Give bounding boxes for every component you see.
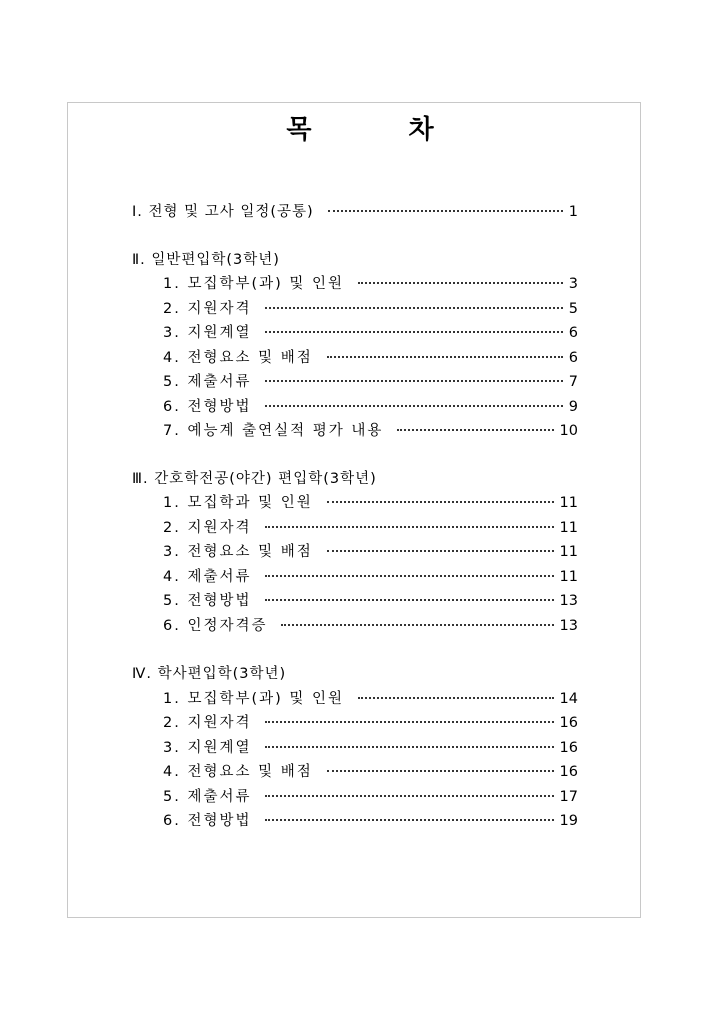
dot-leader	[327, 550, 554, 552]
page-number: 11	[559, 519, 578, 536]
dot-leader	[358, 697, 554, 699]
page-number: 13	[559, 593, 578, 609]
toc-item-label: 1. 모집학부(과) 및 인원	[163, 276, 345, 292]
toc-item[interactable]	[132, 370, 578, 395]
dot-leader	[265, 819, 553, 821]
toc-heading-row[interactable]	[132, 200, 578, 225]
toc-item[interactable]	[132, 760, 578, 785]
page-number: 5	[568, 300, 578, 317]
toc-item[interactable]	[132, 419, 578, 444]
page-number: 14	[559, 690, 578, 707]
toc-section-1	[132, 200, 578, 225]
dot-leader	[265, 526, 553, 528]
toc-heading: Ⅱ. 일반편입학(3학년)	[132, 251, 280, 268]
toc-heading: Ⅲ. 간호학전공(야간) 편입학(3학년)	[132, 470, 377, 487]
page-number: 6	[568, 325, 578, 341]
dot-leader	[265, 575, 553, 577]
toc-item-label: 1. 모집학부(과) 및 인원	[163, 690, 345, 707]
dot-leader	[358, 282, 563, 284]
toc-heading-row	[132, 248, 578, 273]
toc-item-label: 7. 예능계 출연실적 평가 내용	[163, 423, 384, 439]
toc-item[interactable]	[132, 589, 578, 614]
toc-item-label: 5. 제출서류	[163, 788, 252, 805]
toc-section-3	[132, 467, 578, 639]
dot-leader	[265, 307, 562, 309]
dot-leader	[265, 795, 553, 797]
toc-item[interactable]	[132, 809, 578, 834]
toc-item-label: 4. 전형요소 및 배점	[163, 764, 313, 780]
toc-heading-row	[132, 467, 578, 492]
toc-item-label: 3. 지원계열	[163, 325, 252, 341]
page-number: 11	[559, 568, 578, 585]
toc-item-label: 3. 전형요소 및 배점	[163, 544, 313, 560]
dot-leader	[265, 331, 562, 333]
toc-heading: Ⅳ. 학사편입학(3학년)	[132, 666, 287, 682]
dot-leader	[281, 624, 553, 626]
page-number: 9	[568, 398, 578, 415]
dot-leader	[327, 501, 554, 503]
dot-leader	[265, 599, 553, 601]
toc-item-label: 1. 모집학과 및 인원	[163, 495, 313, 511]
toc-item-label: 2. 지원자격	[163, 519, 252, 536]
page-number: 3	[568, 276, 578, 292]
page-number: 11	[559, 495, 578, 511]
page-number: 16	[559, 764, 578, 780]
document-title: 목 차	[286, 115, 478, 145]
toc-item[interactable]	[132, 614, 578, 639]
toc-item-label: 2. 지원자격	[163, 715, 252, 731]
dot-leader	[265, 405, 562, 407]
toc-item[interactable]	[132, 346, 578, 371]
page-number: 11	[559, 544, 578, 560]
toc-item[interactable]	[132, 272, 578, 297]
dot-leader	[265, 380, 562, 382]
toc-item-label: 4. 전형요소 및 배점	[163, 349, 313, 366]
dot-leader	[328, 210, 563, 212]
page-number: 17	[559, 788, 578, 805]
toc-item-label: 2. 지원자격	[163, 300, 252, 317]
toc-item[interactable]	[132, 321, 578, 346]
page-number: 19	[559, 813, 578, 829]
toc-heading-row	[132, 662, 578, 687]
dot-leader	[327, 356, 563, 358]
toc-section-2	[132, 248, 578, 444]
table-of-contents	[132, 200, 578, 834]
toc-item[interactable]	[132, 687, 578, 712]
toc-section-4	[132, 662, 578, 834]
toc-item-label: 6. 전형방법	[163, 813, 252, 829]
dot-leader	[397, 429, 553, 431]
dot-leader	[327, 770, 554, 772]
toc-item[interactable]	[132, 395, 578, 420]
dot-leader	[265, 746, 553, 748]
toc-item-label: 5. 제출서류	[163, 374, 252, 390]
page-number: 16	[559, 715, 578, 731]
toc-item-label: 5. 전형방법	[163, 593, 252, 609]
toc-item[interactable]	[132, 491, 578, 516]
page-number: 1	[568, 204, 578, 220]
toc-heading: Ⅰ. 전형 및 고사 일정(공통)	[132, 204, 314, 220]
toc-item[interactable]	[132, 516, 578, 541]
toc-item-label: 6. 인정자격증	[163, 617, 268, 634]
toc-item[interactable]	[132, 736, 578, 761]
page-number: 10	[559, 423, 578, 439]
toc-item-label: 4. 제출서류	[163, 568, 252, 585]
page-number: 7	[568, 374, 578, 390]
toc-item-label: 3. 지원계열	[163, 739, 252, 756]
page-number: 13	[559, 617, 578, 634]
toc-item[interactable]	[132, 785, 578, 810]
dot-leader	[265, 721, 553, 723]
toc-item[interactable]	[132, 711, 578, 736]
page-number: 6	[568, 349, 578, 366]
toc-item-label: 6. 전형방법	[163, 398, 252, 415]
toc-item[interactable]	[132, 565, 578, 590]
toc-item[interactable]	[132, 297, 578, 322]
page-number: 16	[559, 739, 578, 756]
toc-item[interactable]	[132, 540, 578, 565]
